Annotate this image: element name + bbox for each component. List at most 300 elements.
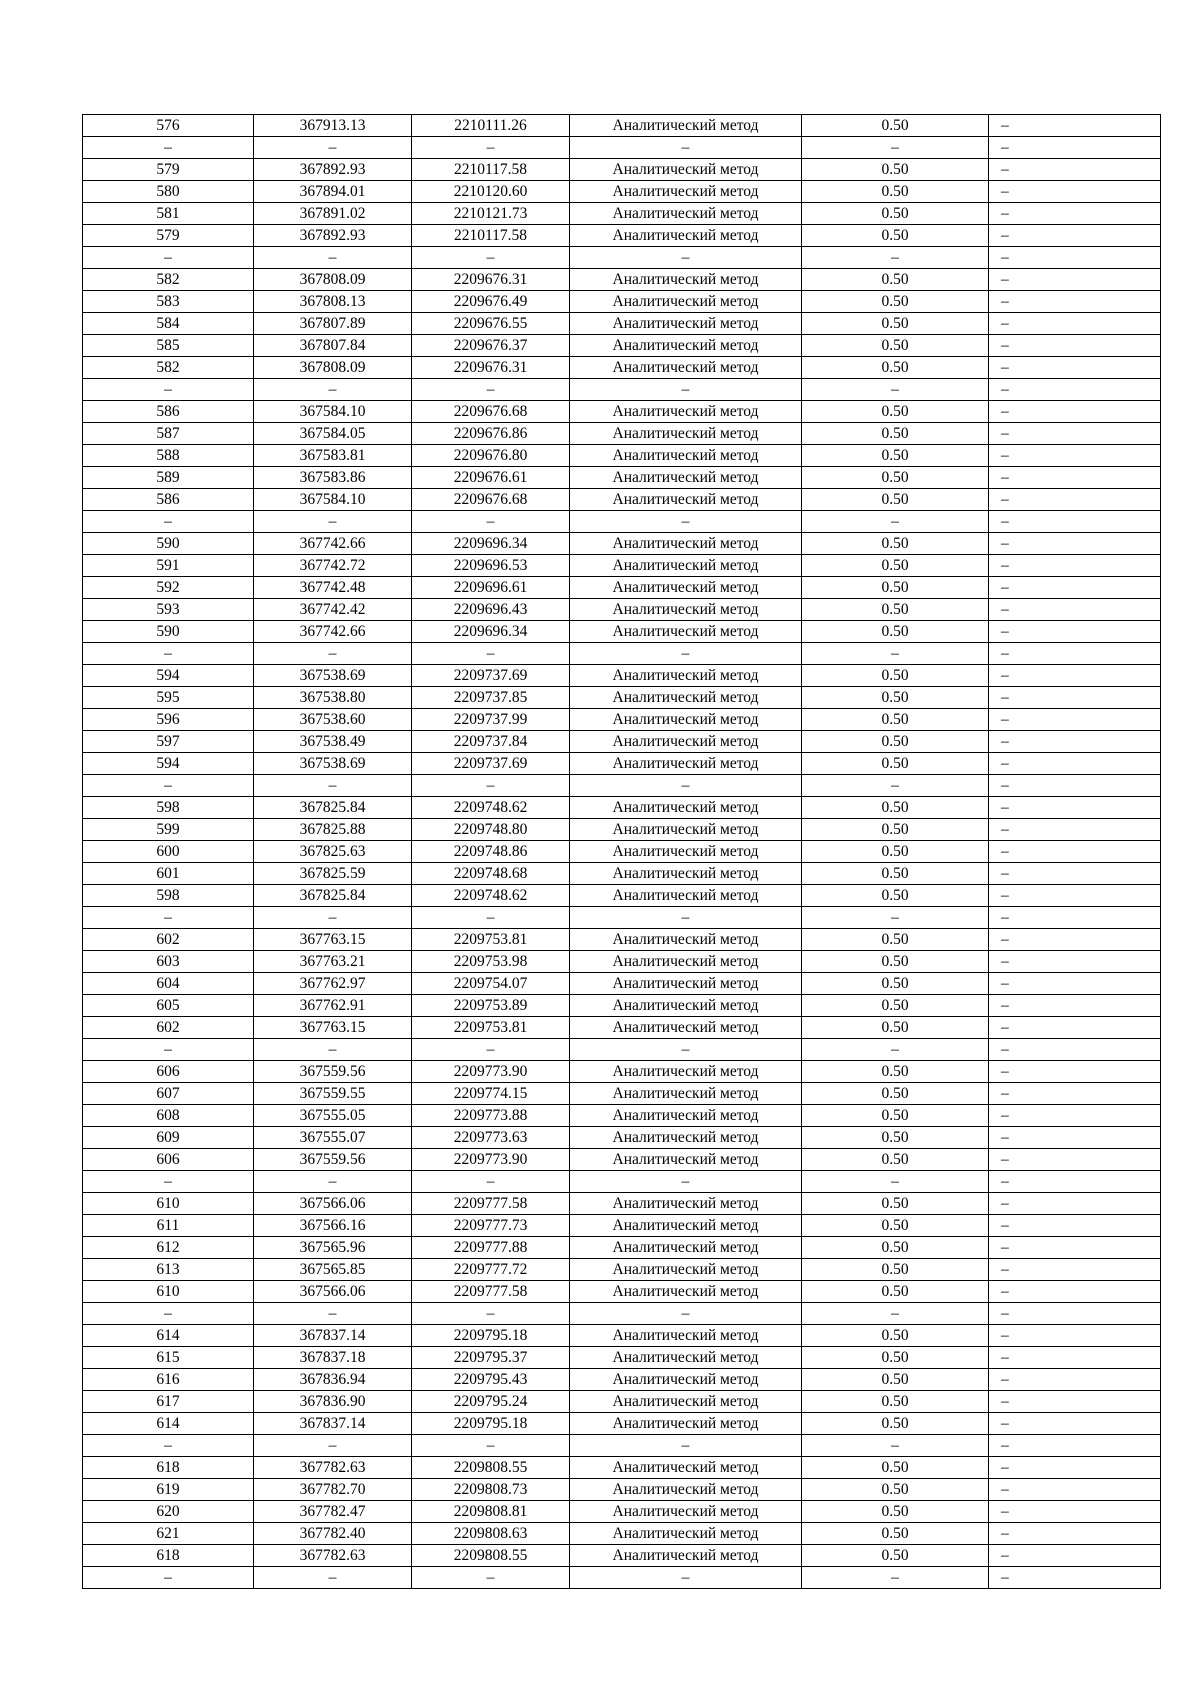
x-coordinate-cell: 367763.15 bbox=[254, 929, 412, 951]
note-cell: – bbox=[989, 555, 1161, 577]
accuracy-cell: 0.50 bbox=[802, 1391, 989, 1413]
y-coordinate-cell: 2209777.58 bbox=[412, 1193, 570, 1215]
point-number-cell: 594 bbox=[83, 665, 254, 687]
note-cell: – bbox=[989, 1435, 1161, 1457]
accuracy-cell: 0.50 bbox=[802, 203, 989, 225]
y-coordinate-cell: 2209676.31 bbox=[412, 269, 570, 291]
note-cell: – bbox=[989, 1215, 1161, 1237]
table-row bbox=[83, 1149, 1161, 1171]
coordinates-table bbox=[82, 114, 1161, 1589]
note-cell: – bbox=[989, 1127, 1161, 1149]
point-number-cell: – bbox=[83, 1171, 254, 1193]
table-row bbox=[83, 1545, 1161, 1567]
method-cell: Аналитический метод bbox=[570, 753, 802, 775]
point-number-cell: – bbox=[83, 775, 254, 797]
method-cell: Аналитический метод bbox=[570, 863, 802, 885]
method-cell: Аналитический метод bbox=[570, 973, 802, 995]
accuracy-cell: 0.50 bbox=[802, 313, 989, 335]
x-coordinate-cell: 367894.01 bbox=[254, 181, 412, 203]
table-row bbox=[83, 291, 1161, 313]
note-cell: – bbox=[989, 1193, 1161, 1215]
point-number-cell: 604 bbox=[83, 973, 254, 995]
table-row bbox=[83, 423, 1161, 445]
method-cell: Аналитический метод bbox=[570, 1523, 802, 1545]
point-number-cell: 582 bbox=[83, 357, 254, 379]
method-cell: Аналитический метод bbox=[570, 335, 802, 357]
x-coordinate-cell: 367762.97 bbox=[254, 973, 412, 995]
method-cell: Аналитический метод bbox=[570, 445, 802, 467]
note-cell: – bbox=[989, 1281, 1161, 1303]
x-coordinate-cell: 367742.66 bbox=[254, 621, 412, 643]
point-number-cell: – bbox=[83, 247, 254, 269]
point-number-cell: – bbox=[83, 1303, 254, 1325]
x-coordinate-cell: – bbox=[254, 1567, 412, 1589]
y-coordinate-cell: 2209753.81 bbox=[412, 1017, 570, 1039]
accuracy-cell: 0.50 bbox=[802, 621, 989, 643]
note-cell: – bbox=[989, 621, 1161, 643]
point-number-cell: 611 bbox=[83, 1215, 254, 1237]
method-cell: Аналитический метод bbox=[570, 599, 802, 621]
table-row bbox=[83, 1017, 1161, 1039]
accuracy-cell: 0.50 bbox=[802, 709, 989, 731]
accuracy-cell: 0.50 bbox=[802, 1457, 989, 1479]
note-cell: – bbox=[989, 1017, 1161, 1039]
y-coordinate-cell: 2209777.88 bbox=[412, 1237, 570, 1259]
y-coordinate-cell: 2209777.58 bbox=[412, 1281, 570, 1303]
point-number-cell: 618 bbox=[83, 1457, 254, 1479]
note-cell: – bbox=[989, 137, 1161, 159]
table-row bbox=[83, 863, 1161, 885]
table-row bbox=[83, 775, 1161, 797]
point-number-cell: 615 bbox=[83, 1347, 254, 1369]
note-cell: – bbox=[989, 379, 1161, 401]
method-cell: Аналитический метод bbox=[570, 1215, 802, 1237]
accuracy-cell: 0.50 bbox=[802, 423, 989, 445]
method-cell: Аналитический метод bbox=[570, 841, 802, 863]
table-row bbox=[83, 819, 1161, 841]
y-coordinate-cell: 2209795.18 bbox=[412, 1413, 570, 1435]
x-coordinate-cell: 367555.07 bbox=[254, 1127, 412, 1149]
x-coordinate-cell: 367913.13 bbox=[254, 115, 412, 137]
method-cell: Аналитический метод bbox=[570, 1347, 802, 1369]
point-number-cell: 602 bbox=[83, 929, 254, 951]
accuracy-cell: 0.50 bbox=[802, 1413, 989, 1435]
y-coordinate-cell: 2210111.26 bbox=[412, 115, 570, 137]
method-cell: Аналитический метод bbox=[570, 687, 802, 709]
coordinates-table-body bbox=[83, 115, 1161, 1589]
y-coordinate-cell: 2209748.68 bbox=[412, 863, 570, 885]
note-cell: – bbox=[989, 841, 1161, 863]
point-number-cell: – bbox=[83, 643, 254, 665]
y-coordinate-cell: 2209777.72 bbox=[412, 1259, 570, 1281]
accuracy-cell: 0.50 bbox=[802, 291, 989, 313]
method-cell: Аналитический метод bbox=[570, 291, 802, 313]
x-coordinate-cell: 367565.96 bbox=[254, 1237, 412, 1259]
note-cell: – bbox=[989, 797, 1161, 819]
table-row bbox=[83, 973, 1161, 995]
method-cell: Аналитический метод bbox=[570, 1017, 802, 1039]
point-number-cell: 586 bbox=[83, 489, 254, 511]
note-cell: – bbox=[989, 1259, 1161, 1281]
table-row bbox=[83, 665, 1161, 687]
table-row bbox=[83, 907, 1161, 929]
table-row bbox=[83, 1457, 1161, 1479]
method-cell: – bbox=[570, 775, 802, 797]
method-cell: Аналитический метод bbox=[570, 1501, 802, 1523]
point-number-cell: 612 bbox=[83, 1237, 254, 1259]
accuracy-cell: 0.50 bbox=[802, 467, 989, 489]
x-coordinate-cell: 367583.81 bbox=[254, 445, 412, 467]
accuracy-cell: 0.50 bbox=[802, 1215, 989, 1237]
x-coordinate-cell: 367892.93 bbox=[254, 159, 412, 181]
note-cell: – bbox=[989, 1545, 1161, 1567]
note-cell: – bbox=[989, 115, 1161, 137]
point-number-cell: 590 bbox=[83, 533, 254, 555]
table-row bbox=[83, 621, 1161, 643]
note-cell: – bbox=[989, 1237, 1161, 1259]
table-row bbox=[83, 247, 1161, 269]
x-coordinate-cell: 367742.66 bbox=[254, 533, 412, 555]
method-cell: – bbox=[570, 1567, 802, 1589]
point-number-cell: 598 bbox=[83, 885, 254, 907]
y-coordinate-cell: 2209696.34 bbox=[412, 621, 570, 643]
table-row bbox=[83, 1501, 1161, 1523]
x-coordinate-cell: 367836.94 bbox=[254, 1369, 412, 1391]
y-coordinate-cell: 2209737.85 bbox=[412, 687, 570, 709]
y-coordinate-cell: 2209748.80 bbox=[412, 819, 570, 841]
note-cell: – bbox=[989, 269, 1161, 291]
x-coordinate-cell: – bbox=[254, 137, 412, 159]
accuracy-cell: 0.50 bbox=[802, 929, 989, 951]
method-cell: Аналитический метод bbox=[570, 929, 802, 951]
x-coordinate-cell: – bbox=[254, 247, 412, 269]
note-cell: – bbox=[989, 687, 1161, 709]
table-row bbox=[83, 841, 1161, 863]
x-coordinate-cell: 367836.90 bbox=[254, 1391, 412, 1413]
note-cell: – bbox=[989, 1413, 1161, 1435]
y-coordinate-cell: – bbox=[412, 247, 570, 269]
table-row bbox=[83, 1061, 1161, 1083]
accuracy-cell: 0.50 bbox=[802, 357, 989, 379]
method-cell: Аналитический метод bbox=[570, 401, 802, 423]
method-cell: Аналитический метод bbox=[570, 665, 802, 687]
method-cell: Аналитический метод bbox=[570, 731, 802, 753]
point-number-cell: 602 bbox=[83, 1017, 254, 1039]
method-cell: Аналитический метод bbox=[570, 181, 802, 203]
method-cell: – bbox=[570, 1303, 802, 1325]
accuracy-cell: 0.50 bbox=[802, 753, 989, 775]
point-number-cell: 591 bbox=[83, 555, 254, 577]
y-coordinate-cell: 2209773.63 bbox=[412, 1127, 570, 1149]
y-coordinate-cell: 2209696.53 bbox=[412, 555, 570, 577]
x-coordinate-cell: – bbox=[254, 907, 412, 929]
point-number-cell: 613 bbox=[83, 1259, 254, 1281]
accuracy-cell: – bbox=[802, 1435, 989, 1457]
x-coordinate-cell: 367566.16 bbox=[254, 1215, 412, 1237]
accuracy-cell: 0.50 bbox=[802, 599, 989, 621]
note-cell: – bbox=[989, 907, 1161, 929]
x-coordinate-cell: 367825.63 bbox=[254, 841, 412, 863]
point-number-cell: – bbox=[83, 1435, 254, 1457]
x-coordinate-cell: 367891.02 bbox=[254, 203, 412, 225]
x-coordinate-cell: 367566.06 bbox=[254, 1281, 412, 1303]
table-row bbox=[83, 885, 1161, 907]
note-cell: – bbox=[989, 1567, 1161, 1589]
y-coordinate-cell: 2209737.84 bbox=[412, 731, 570, 753]
method-cell: Аналитический метод bbox=[570, 1457, 802, 1479]
accuracy-cell: 0.50 bbox=[802, 1281, 989, 1303]
point-number-cell: 601 bbox=[83, 863, 254, 885]
point-number-cell: 614 bbox=[83, 1413, 254, 1435]
table-row bbox=[83, 379, 1161, 401]
note-cell: – bbox=[989, 599, 1161, 621]
method-cell: Аналитический метод bbox=[570, 885, 802, 907]
accuracy-cell: 0.50 bbox=[802, 225, 989, 247]
table-row bbox=[83, 1193, 1161, 1215]
accuracy-cell: 0.50 bbox=[802, 181, 989, 203]
note-cell: – bbox=[989, 1457, 1161, 1479]
table-row bbox=[83, 1259, 1161, 1281]
table-row bbox=[83, 687, 1161, 709]
table-row bbox=[83, 1237, 1161, 1259]
point-number-cell: 600 bbox=[83, 841, 254, 863]
note-cell: – bbox=[989, 863, 1161, 885]
y-coordinate-cell: 2209808.73 bbox=[412, 1479, 570, 1501]
method-cell: Аналитический метод bbox=[570, 1105, 802, 1127]
y-coordinate-cell: – bbox=[412, 1303, 570, 1325]
point-number-cell: 598 bbox=[83, 797, 254, 819]
x-coordinate-cell: 367825.84 bbox=[254, 885, 412, 907]
y-coordinate-cell: 2209808.55 bbox=[412, 1545, 570, 1567]
method-cell: – bbox=[570, 1171, 802, 1193]
y-coordinate-cell: 2209676.49 bbox=[412, 291, 570, 313]
accuracy-cell: 0.50 bbox=[802, 687, 989, 709]
table-row bbox=[83, 599, 1161, 621]
method-cell: Аналитический метод bbox=[570, 159, 802, 181]
table-row bbox=[83, 709, 1161, 731]
table-row bbox=[83, 1303, 1161, 1325]
method-cell: Аналитический метод bbox=[570, 1127, 802, 1149]
accuracy-cell: 0.50 bbox=[802, 885, 989, 907]
point-number-cell: 581 bbox=[83, 203, 254, 225]
x-coordinate-cell: – bbox=[254, 379, 412, 401]
method-cell: – bbox=[570, 643, 802, 665]
y-coordinate-cell: 2210121.73 bbox=[412, 203, 570, 225]
method-cell: Аналитический метод bbox=[570, 797, 802, 819]
method-cell: Аналитический метод bbox=[570, 1369, 802, 1391]
table-row bbox=[83, 445, 1161, 467]
table-row bbox=[83, 533, 1161, 555]
x-coordinate-cell: 367742.72 bbox=[254, 555, 412, 577]
x-coordinate-cell: 367559.56 bbox=[254, 1149, 412, 1171]
method-cell: Аналитический метод bbox=[570, 1281, 802, 1303]
note-cell: – bbox=[989, 357, 1161, 379]
note-cell: – bbox=[989, 973, 1161, 995]
point-number-cell: 576 bbox=[83, 115, 254, 137]
x-coordinate-cell: 367892.93 bbox=[254, 225, 412, 247]
x-coordinate-cell: 367538.80 bbox=[254, 687, 412, 709]
method-cell: Аналитический метод bbox=[570, 709, 802, 731]
y-coordinate-cell: 2209777.73 bbox=[412, 1215, 570, 1237]
note-cell: – bbox=[989, 577, 1161, 599]
x-coordinate-cell: – bbox=[254, 1171, 412, 1193]
note-cell: – bbox=[989, 1149, 1161, 1171]
x-coordinate-cell: – bbox=[254, 643, 412, 665]
note-cell: – bbox=[989, 951, 1161, 973]
note-cell: – bbox=[989, 1171, 1161, 1193]
table-row bbox=[83, 203, 1161, 225]
y-coordinate-cell: 2209748.86 bbox=[412, 841, 570, 863]
y-coordinate-cell: – bbox=[412, 775, 570, 797]
x-coordinate-cell: 367538.49 bbox=[254, 731, 412, 753]
method-cell: Аналитический метод bbox=[570, 269, 802, 291]
table-row bbox=[83, 357, 1161, 379]
note-cell: – bbox=[989, 1369, 1161, 1391]
note-cell: – bbox=[989, 665, 1161, 687]
note-cell: – bbox=[989, 1325, 1161, 1347]
note-cell: – bbox=[989, 291, 1161, 313]
note-cell: – bbox=[989, 1061, 1161, 1083]
method-cell: – bbox=[570, 247, 802, 269]
y-coordinate-cell: 2209676.80 bbox=[412, 445, 570, 467]
accuracy-cell: 0.50 bbox=[802, 1347, 989, 1369]
x-coordinate-cell: 367538.69 bbox=[254, 665, 412, 687]
note-cell: – bbox=[989, 225, 1161, 247]
point-number-cell: 621 bbox=[83, 1523, 254, 1545]
point-number-cell: 599 bbox=[83, 819, 254, 841]
x-coordinate-cell: 367837.14 bbox=[254, 1325, 412, 1347]
accuracy-cell: 0.50 bbox=[802, 665, 989, 687]
accuracy-cell: 0.50 bbox=[802, 1061, 989, 1083]
y-coordinate-cell: 2209676.68 bbox=[412, 401, 570, 423]
accuracy-cell: 0.50 bbox=[802, 819, 989, 841]
x-coordinate-cell: 367559.56 bbox=[254, 1061, 412, 1083]
y-coordinate-cell: – bbox=[412, 643, 570, 665]
method-cell: – bbox=[570, 1039, 802, 1061]
accuracy-cell: 0.50 bbox=[802, 863, 989, 885]
x-coordinate-cell: 367538.69 bbox=[254, 753, 412, 775]
point-number-cell: – bbox=[83, 137, 254, 159]
y-coordinate-cell: 2209808.63 bbox=[412, 1523, 570, 1545]
y-coordinate-cell: 2209737.69 bbox=[412, 753, 570, 775]
point-number-cell: 585 bbox=[83, 335, 254, 357]
table-row bbox=[83, 1127, 1161, 1149]
x-coordinate-cell: 367566.06 bbox=[254, 1193, 412, 1215]
x-coordinate-cell: 367807.84 bbox=[254, 335, 412, 357]
note-cell: – bbox=[989, 1083, 1161, 1105]
y-coordinate-cell: – bbox=[412, 511, 570, 533]
y-coordinate-cell: – bbox=[412, 1171, 570, 1193]
accuracy-cell: 0.50 bbox=[802, 1017, 989, 1039]
x-coordinate-cell: – bbox=[254, 511, 412, 533]
table-row bbox=[83, 313, 1161, 335]
y-coordinate-cell: 2209676.31 bbox=[412, 357, 570, 379]
table-row bbox=[83, 1567, 1161, 1589]
accuracy-cell: 0.50 bbox=[802, 1259, 989, 1281]
accuracy-cell: 0.50 bbox=[802, 995, 989, 1017]
table-row bbox=[83, 1171, 1161, 1193]
y-coordinate-cell: 2209795.18 bbox=[412, 1325, 570, 1347]
note-cell: – bbox=[989, 203, 1161, 225]
note-cell: – bbox=[989, 1303, 1161, 1325]
accuracy-cell: – bbox=[802, 1303, 989, 1325]
method-cell: Аналитический метод bbox=[570, 577, 802, 599]
table-row bbox=[83, 115, 1161, 137]
y-coordinate-cell: – bbox=[412, 907, 570, 929]
method-cell: Аналитический метод bbox=[570, 1149, 802, 1171]
x-coordinate-cell: 367742.48 bbox=[254, 577, 412, 599]
accuracy-cell: 0.50 bbox=[802, 1237, 989, 1259]
x-coordinate-cell: 367762.91 bbox=[254, 995, 412, 1017]
method-cell: Аналитический метод bbox=[570, 995, 802, 1017]
method-cell: – bbox=[570, 907, 802, 929]
table-row bbox=[83, 929, 1161, 951]
point-number-cell: 583 bbox=[83, 291, 254, 313]
method-cell: Аналитический метод bbox=[570, 1325, 802, 1347]
table-row bbox=[83, 467, 1161, 489]
y-coordinate-cell: 2209753.81 bbox=[412, 929, 570, 951]
accuracy-cell: – bbox=[802, 247, 989, 269]
y-coordinate-cell: 2209773.88 bbox=[412, 1105, 570, 1127]
note-cell: – bbox=[989, 929, 1161, 951]
note-cell: – bbox=[989, 1523, 1161, 1545]
method-cell: Аналитический метод bbox=[570, 423, 802, 445]
note-cell: – bbox=[989, 775, 1161, 797]
x-coordinate-cell: 367763.15 bbox=[254, 1017, 412, 1039]
accuracy-cell: 0.50 bbox=[802, 445, 989, 467]
accuracy-cell: 0.50 bbox=[802, 951, 989, 973]
table-row bbox=[83, 1391, 1161, 1413]
x-coordinate-cell: 367782.47 bbox=[254, 1501, 412, 1523]
note-cell: – bbox=[989, 181, 1161, 203]
y-coordinate-cell: 2210117.58 bbox=[412, 159, 570, 181]
point-number-cell: 618 bbox=[83, 1545, 254, 1567]
table-row bbox=[83, 159, 1161, 181]
x-coordinate-cell: 367837.14 bbox=[254, 1413, 412, 1435]
method-cell: Аналитический метод bbox=[570, 1545, 802, 1567]
accuracy-cell: 0.50 bbox=[802, 269, 989, 291]
table-row bbox=[83, 1325, 1161, 1347]
method-cell: Аналитический метод bbox=[570, 467, 802, 489]
table-row bbox=[83, 1435, 1161, 1457]
table-row bbox=[83, 1281, 1161, 1303]
accuracy-cell: 0.50 bbox=[802, 115, 989, 137]
point-number-cell: 610 bbox=[83, 1193, 254, 1215]
point-number-cell: 594 bbox=[83, 753, 254, 775]
y-coordinate-cell: – bbox=[412, 137, 570, 159]
point-number-cell: 619 bbox=[83, 1479, 254, 1501]
table-row bbox=[83, 1215, 1161, 1237]
accuracy-cell: 0.50 bbox=[802, 489, 989, 511]
accuracy-cell: 0.50 bbox=[802, 577, 989, 599]
table-row bbox=[83, 995, 1161, 1017]
method-cell: – bbox=[570, 137, 802, 159]
point-number-cell: 605 bbox=[83, 995, 254, 1017]
note-cell: – bbox=[989, 1391, 1161, 1413]
note-cell: – bbox=[989, 159, 1161, 181]
x-coordinate-cell: – bbox=[254, 1435, 412, 1457]
point-number-cell: 588 bbox=[83, 445, 254, 467]
method-cell: Аналитический метод bbox=[570, 621, 802, 643]
method-cell: Аналитический метод bbox=[570, 357, 802, 379]
accuracy-cell: 0.50 bbox=[802, 731, 989, 753]
point-number-cell: 587 bbox=[83, 423, 254, 445]
x-coordinate-cell: 367742.42 bbox=[254, 599, 412, 621]
y-coordinate-cell: – bbox=[412, 379, 570, 401]
table-row bbox=[83, 643, 1161, 665]
x-coordinate-cell: 367538.60 bbox=[254, 709, 412, 731]
method-cell: Аналитический метод bbox=[570, 951, 802, 973]
